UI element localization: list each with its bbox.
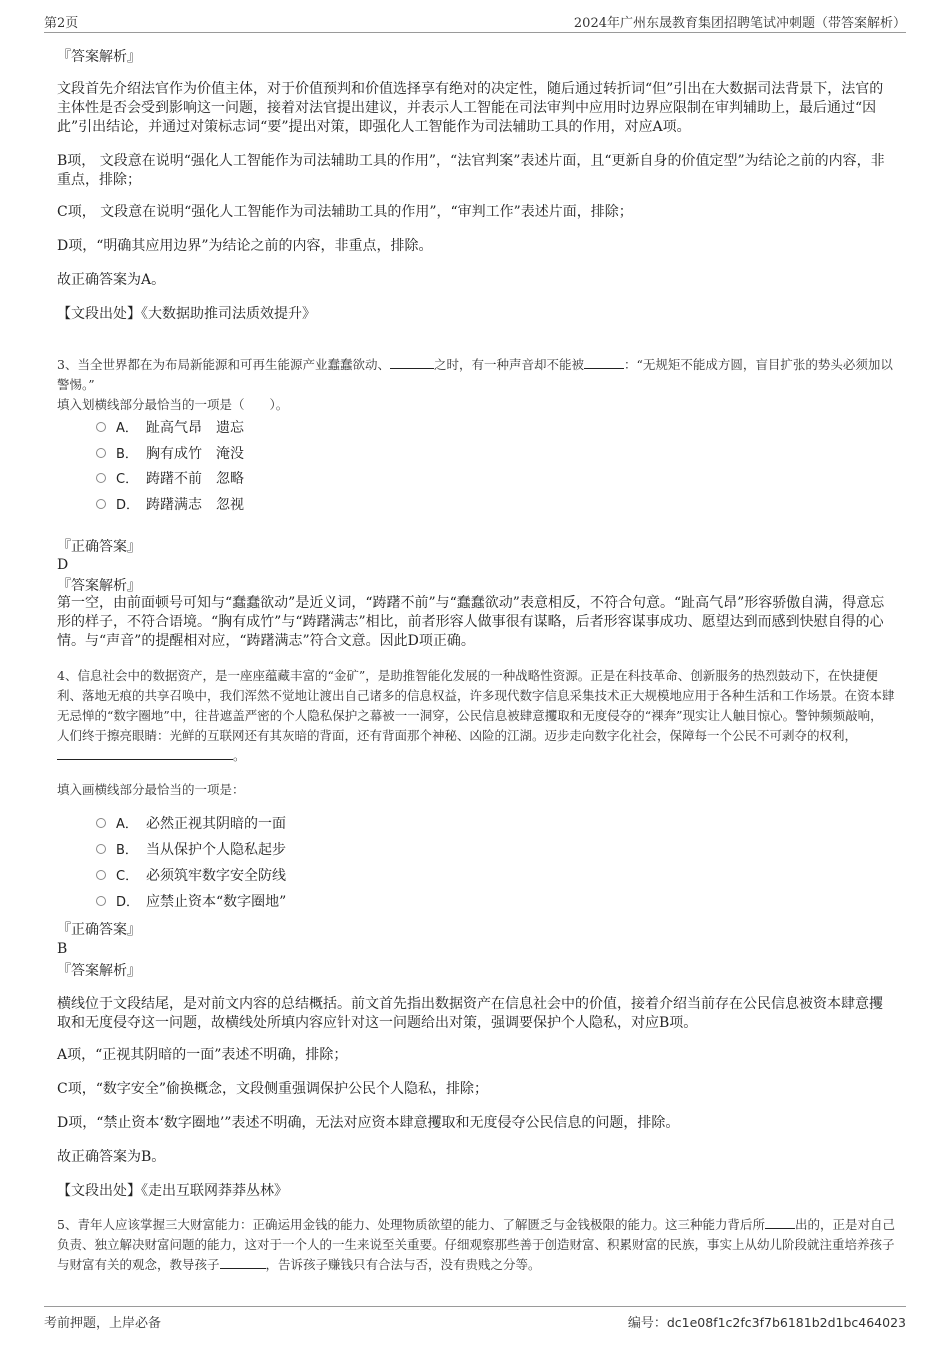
q5-blank-2 [220, 1255, 266, 1269]
q3-option-a[interactable]: A． 趾高气昂 遗忘 [96, 418, 244, 438]
radio-icon[interactable] [96, 818, 106, 828]
q2-analysis-d: D项，“明确其应用边界”为结论之前的内容，非重点，排除。 [57, 238, 433, 254]
q2-conclusion: 故正确答案为A。 [57, 272, 166, 288]
q4-stem: 4、信息社会中的数据资产，是一座座蕴藏丰富的“金矿”，是助推智能化发展的一种战略性资源。正是在科技革命、创新服务的热烈鼓动下，在快捷便利、落地无痕的共享召唤中，我们浑然不觉地让渡出自己诸多的信息权益，许多现代数字信息采集技术正大规模地应用于各种生活和工作场景。在资本肆无忌惮的“数字圈地”中，往昔遮盖严密的个人隐私保护之幕被一一洞穿，公民信息被肆意攫取和无度侵夺的“裸奔”现实让人触目惊心。警钟频频敲响，人们终于擦亮眼睛：光鲜的互联网还有其灰暗的背面，还有背面那个神秘、凶险的江湖。迈步走向数字化社会，保障每一个公民不可剥夺的权利，。 [57, 668, 895, 763]
page-number: 第2页 [44, 16, 79, 31]
q4-option-d[interactable]: D． 应禁止资本“数字圈地” [96, 892, 286, 912]
document-title: 2024年广州东晟教育集团招聘笔试冲刺题（带答案解析） [573, 16, 906, 31]
q4-instruction: 填入画横线部分最恰当的一项是： [57, 782, 245, 797]
q4-answer: B [57, 941, 68, 957]
radio-icon[interactable] [96, 499, 106, 509]
q4-conclusion: 故正确答案为B。 [57, 1149, 166, 1165]
q2-source: 【文段出处】《大数据助推司法质效提升》 [57, 306, 316, 322]
q4-answer-label: 『正确答案』 [57, 922, 141, 938]
q3-instruction: 填入划横线部分最恰当的一项是（ ）。 [57, 397, 289, 412]
q3-option-d[interactable]: D． 踌躇满志 忽视 [96, 495, 244, 515]
radio-icon[interactable] [96, 448, 106, 458]
q3-stem: 3、当全世界都在为布局新能源和可再生能源产业蠢蠢欲动、 之时，有一种声音却不能被 ：“无规矩不能成方圆，盲目扩张的势头必须加以警惕。” [57, 357, 893, 392]
q3-answer: D [57, 557, 69, 573]
page-footer [44, 1306, 906, 1331]
q3-analysis: 第一空，由前面顿号可知与“蠢蠢欲动”是近义词，“踌躇不前”与“蠢蠢欲动”表意相反，不符合句意。“趾高气昂”形容骄傲自满，得意忘形的样子，不符合语境。“胸有成竹”与“踌躇满志”相比，前者形容人做事很有谋略，后者形容谋事成功、愿望达到而感到快慰自得的心情。与“声音”的提醒相对应，“踌躇满志”符合文意。因此D项正确。 [57, 595, 885, 649]
q3-answer-label: 『正确答案』 [57, 539, 141, 555]
q4-analysis-d: D项，“禁止资本‘数字圈地’”表述不明确，无法对应资本肆意攫取和无度侵夺公民信息的问题，排除。 [57, 1115, 680, 1131]
document-code: 编号：dc1e08f1c2fc3f7b6181b2d1bc464023 [627, 1315, 906, 1331]
q4-source: 【文段出处】《走出互联网莽莽丛林》 [57, 1183, 288, 1199]
q3-option-c[interactable]: C． 踌躇不前 忽略 [96, 469, 244, 489]
radio-icon[interactable] [96, 422, 106, 432]
radio-icon[interactable] [96, 473, 106, 483]
radio-icon[interactable] [96, 870, 106, 880]
radio-icon[interactable] [96, 844, 106, 854]
q4-blank [57, 746, 233, 760]
q2-analysis-c: C项， 文段意在说明“强化人工智能作为司法辅助工具的作用”，“审判工作”表述片面，排除； [57, 204, 633, 220]
q4-option-a[interactable]: A． 必然正视其阴暗的一面 [96, 814, 286, 834]
q4-analysis-main: 横线位于文段结尾，是对前文内容的总结概括。前文首先指出数据资产在信息社会中的价值，接着介绍当前存在公民信息被资本肆意攫取和无度侵夺这一问题，故横线处所填内容应针对这一问题给出对策，强调要保护个人隐私，对应B项。 [57, 996, 883, 1031]
q4-option-c[interactable]: C． 必须筑牢数字安全防线 [96, 866, 286, 886]
q4-analysis-a: A项，“正视其阴暗的一面”表述不明确，排除； [57, 1047, 348, 1063]
q2-analysis-label: 『答案解析』 [57, 49, 141, 65]
q4-analysis-label: 『答案解析』 [57, 963, 141, 979]
q3-blank-2 [584, 355, 624, 369]
footer-slogan: 考前押题，上岸必备 [44, 1316, 162, 1331]
q3-analysis-label: 『答案解析』 [57, 578, 141, 594]
radio-icon[interactable] [96, 896, 106, 906]
q4-option-b[interactable]: B． 当从保护个人隐私起步 [96, 840, 286, 860]
page-header [44, 8, 906, 33]
q5-blank-1 [765, 1215, 795, 1229]
q2-analysis-main: 文段首先介绍法官作为价值主体，对于价值预判和价值选择享有绝对的决定性，随后通过转折词“但”引出在大数据司法背景下，法官的主体性是否会受到影响这一问题，接着对法官提出建议，并表示人工智能在司法审判中应用时边界应限制在审判辅助上，最后通过“因此”引出结论，并通过对策标志词“要”提出对策，即强化人工智能作为司法辅助工具的作用，对应A项。 [57, 81, 884, 135]
q3-option-b[interactable]: B． 胸有成竹 淹没 [96, 444, 244, 464]
q2-analysis-b: B项， 文段意在说明“强化人工智能作为司法辅助工具的作用”，“法官判案”表述片面，且“更新自身的价值定型”为结论之前的内容，非重点，排除； [57, 153, 885, 188]
q3-blank-1 [390, 355, 434, 369]
q5-stem: 5、青年人应该掌握三大财富能力：正确运用金钱的能力、处理物质欲望的能力、了解匮乏与金钱极限的能力。这三种能力背后所 出的，正是对自己负责、独立解决财富问题的能力，这对于一个人的一生来说至关重要。仔细观察那些善于创造财富、积累财富的民族，事实上从幼儿阶段就注重培养孩子与财富有关的观念，教导孩子 ，告诉孩子赚钱只有合法与否，没有贵贱之分等。 [57, 1217, 895, 1272]
q4-analysis-c: C项，“数字安全”偷换概念，文段侧重强调保护公民个人隐私，排除； [57, 1081, 489, 1097]
